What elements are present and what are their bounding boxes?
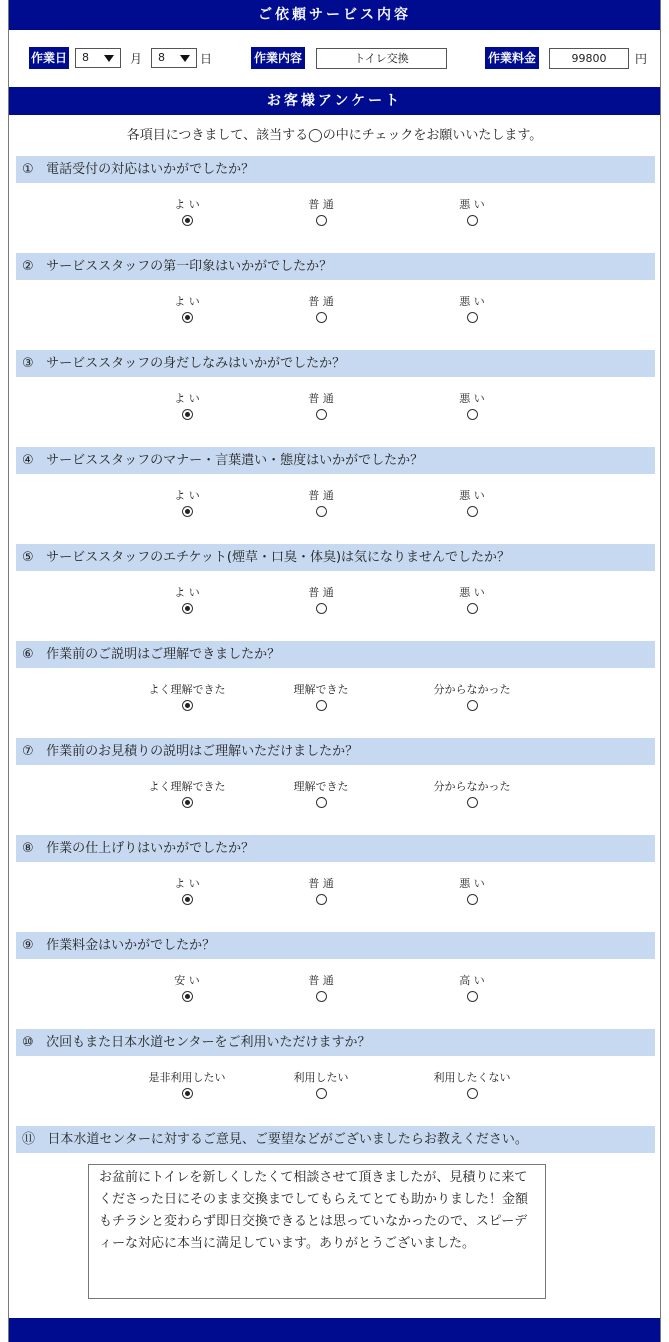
radio-q1-opt3[interactable] [467,215,478,226]
question-text: サービススタッフの身だしなみはいかがでしたか？ [46,356,346,371]
comment-textarea[interactable]: お盆前にトイレを新しくしたくて相談させて頂きましたが、見積りに来てくださった日にそのまま交換までしてもらえてとても助かりました！金額もチラシと変わらず即日交換できるとは思っていなかったので、スピーディーな対応に本当に満足しています。ありがとうございました。 [88,1164,546,1299]
option-label: 悪 い [459,198,485,211]
question-text: 日本水道センターに対するご意見、ご要望などがございましたらお教えください。 [47,1132,528,1147]
radio-q4-opt1[interactable] [182,506,193,517]
radio-q4-opt3[interactable] [467,506,478,517]
radio-q10-opt1[interactable] [182,1088,193,1099]
question-3 [16,350,655,377]
radio-q2-opt2[interactable] [316,312,327,323]
radio-q3-opt1[interactable] [182,409,193,420]
option-label: 高 い [459,974,485,987]
option-label: 普 通 [308,198,334,211]
question-spacer [34,841,46,856]
question-number: ② [22,259,34,274]
option-label: 利用したくない [433,1071,511,1084]
radio-q3-opt3[interactable] [467,409,478,420]
month-unit: 月 [130,52,143,66]
question-spacer [34,744,46,759]
radio-q3-opt2[interactable] [316,409,327,420]
question-number: ⑧ [22,841,34,856]
question-text: 電話受付の対応はいかがでしたか？ [46,162,255,177]
option-label: 分からなかった [433,683,511,696]
chevron-down-icon [104,55,114,62]
question-spacer [34,162,46,177]
question-text: 作業前のご説明はご理解できましたか？ [46,647,281,662]
option-label: 普 通 [308,392,334,405]
survey-intro: 各項目につきまして、該当する◯の中にチェックをお願いいたします。 [126,128,543,143]
question-number: ⑤ [22,550,34,565]
option-label: 普 通 [308,489,334,502]
option-label: よ い [174,877,200,890]
radio-q5-opt1[interactable] [182,603,193,614]
option-label: 理解できた [293,780,349,793]
option-label: よ い [174,489,200,502]
question-text: 作業の仕上げりはいかがでしたか？ [46,841,255,856]
question-spacer [34,1035,46,1050]
content-field[interactable]: トイレ交換 [316,48,447,69]
service-header: ご依頼サービス内容 [9,0,660,30]
question-spacer [34,453,46,468]
option-label: よ い [174,586,200,599]
day-select[interactable] [151,48,197,68]
question-10 [16,1029,655,1056]
question-spacer [34,647,46,662]
day-unit: 日 [200,52,213,66]
question-6 [16,641,655,668]
option-label: よ い [174,392,200,405]
radio-q1-opt1[interactable] [182,215,193,226]
option-label: 分からなかった [433,780,511,793]
question-number: ⑪ [22,1132,36,1147]
radio-q8-opt1[interactable] [182,894,193,905]
option-label: 理解できた [293,683,349,696]
question-spacer [34,259,46,274]
question-number: ⑨ [22,938,34,953]
month-select[interactable] [75,48,121,68]
option-label: 悪 い [459,586,485,599]
option-label: 利用したい [293,1071,349,1084]
radio-q7-opt1[interactable] [182,797,193,808]
option-label: 悪 い [459,877,485,890]
question-spacer [34,938,46,953]
question-number: ③ [22,356,34,371]
option-label: 普 通 [308,586,334,599]
radio-q5-opt2[interactable] [316,603,327,614]
option-label: 悪 い [459,295,485,308]
option-label: よく理解できた [148,780,226,793]
question-text: 作業料金はいかがでしたか？ [46,938,216,953]
fee-field[interactable]: 99800 [549,48,629,69]
question-text: サービススタッフの第一印象はいかがでしたか？ [46,259,333,274]
month-value: 8 [82,51,89,64]
radio-q2-opt1[interactable] [182,312,193,323]
question-2 [16,253,655,280]
radio-q8-opt2[interactable] [316,894,327,905]
question-text: 次回もまた日本水道センターをご利用いただけますか？ [46,1035,371,1050]
fee-label: 作業料金 [485,47,539,69]
radio-q2-opt3[interactable] [467,312,478,323]
question-11 [16,1126,655,1153]
option-label: 悪 い [459,489,485,502]
footer-bar [9,1318,660,1342]
question-spacer [34,550,46,565]
question-number: ⑥ [22,647,34,662]
option-label: 普 通 [308,295,334,308]
survey-header: お客様アンケート [9,87,660,115]
question-number: ④ [22,453,34,468]
radio-q9-opt1[interactable] [182,991,193,1002]
radio-q9-opt3[interactable] [467,991,478,1002]
option-label: 悪 い [459,392,485,405]
radio-q9-opt2[interactable] [316,991,327,1002]
radio-q6-opt3[interactable] [467,700,478,711]
radio-q6-opt2[interactable] [316,700,327,711]
radio-q1-opt2[interactable] [316,215,327,226]
option-label: 普 通 [308,974,334,987]
question-text: 作業前のお見積りの説明はご理解いただけましたか？ [46,744,359,759]
fee-unit: 円 [635,52,648,66]
radio-q7-opt3[interactable] [467,797,478,808]
content-label: 作業内容 [251,47,305,69]
radio-q6-opt1[interactable] [182,700,193,711]
date-label: 作業日 [29,47,69,69]
day-value: 8 [158,51,165,64]
question-number: ① [22,162,34,177]
radio-q10-opt2[interactable] [316,1088,327,1099]
radio-q4-opt2[interactable] [316,506,327,517]
radio-q10-opt3[interactable] [467,1088,478,1099]
question-number: ⑦ [22,744,34,759]
option-label: よ い [174,295,200,308]
question-5 [16,544,655,571]
question-number: ⑩ [22,1035,34,1050]
question-1 [16,156,655,183]
option-label: 普 通 [308,877,334,890]
option-label: 是非利用したい [148,1071,226,1084]
option-label: 安 い [174,974,200,987]
question-text: サービススタッフのエチケット(煙草・口臭・体臭)は気になりませんでしたか？ [46,550,511,565]
question-spacer [34,356,46,371]
chevron-down-icon [180,55,190,62]
option-label: よく理解できた [148,683,226,696]
question-4 [16,447,655,474]
question-8 [16,835,655,862]
question-7 [16,738,655,765]
radio-q5-opt3[interactable] [467,603,478,614]
question-text: サービススタッフのマナー・言葉遣い・態度はいかがでしたか？ [46,453,424,468]
question-9 [16,932,655,959]
radio-q7-opt2[interactable] [316,797,327,808]
option-label: よ い [174,198,200,211]
radio-q8-opt3[interactable] [467,894,478,905]
